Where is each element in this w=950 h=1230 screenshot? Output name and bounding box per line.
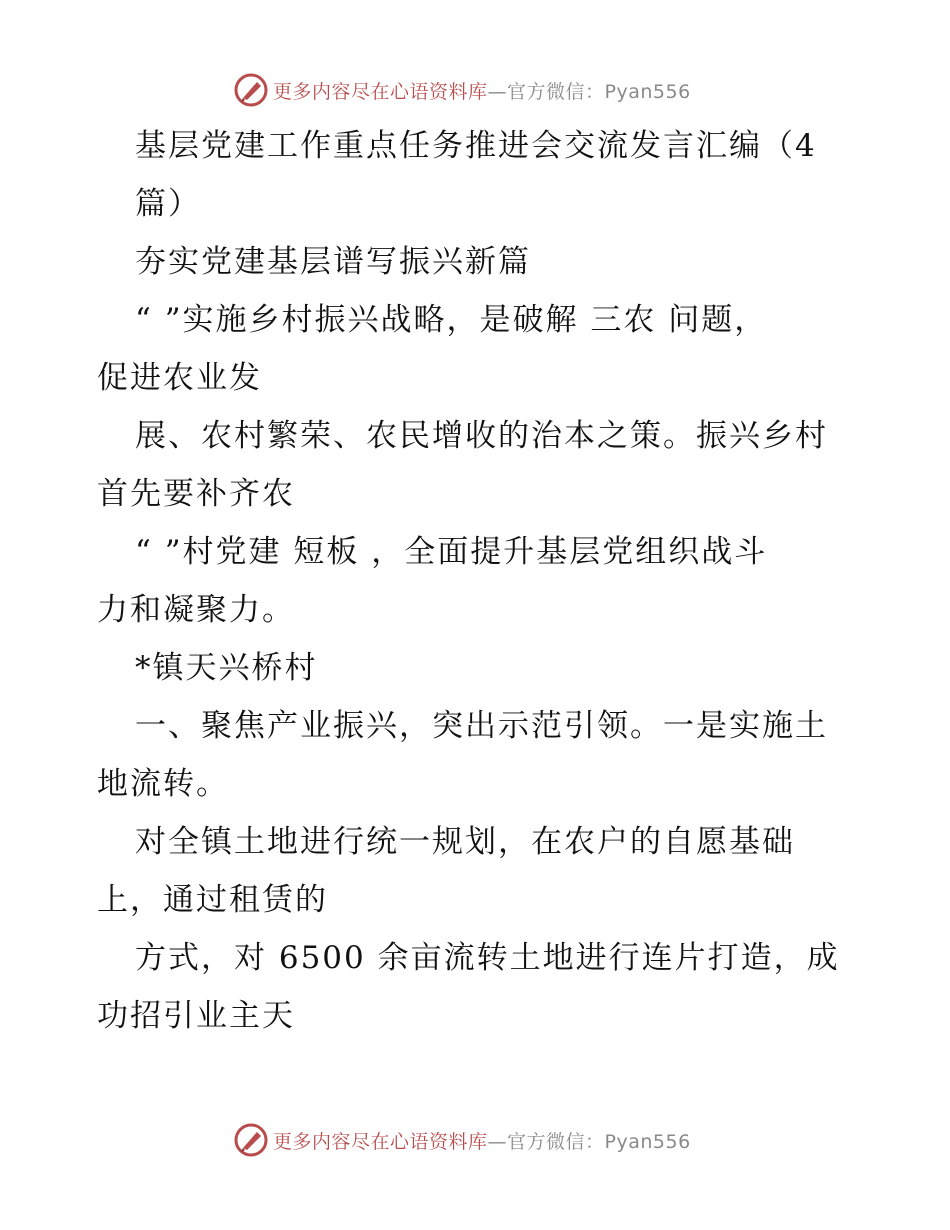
doc-paragraph-line: 展、农村繁荣、农民增收的治本之策。振兴乡村 — [135, 418, 828, 454]
doc-paragraph-line: 促进农业发 — [97, 360, 262, 396]
doc-paragraph-line: 功招引业主天 — [97, 998, 295, 1034]
watermark-contact: 官方微信：Pyan556 — [507, 80, 691, 103]
doc-subtitle: 夯实党建基层谱写振兴新篇 — [135, 244, 531, 280]
doc-paragraph-line: 首先要补齐农 — [97, 476, 295, 512]
doc-paragraph-line: 方式，对 6500 余亩流转土地进行连片打造，成 — [135, 940, 840, 976]
doc-paragraph-line: 对全镇土地进行统一规划，在农户的自愿基础 — [135, 824, 795, 860]
doc-title-line-1: 基层党建工作重点任务推进会交流发言汇编（4 — [135, 128, 817, 164]
doc-paragraph-line: “ ”村党建 短板 ，全面提升基层党组织战斗 — [135, 534, 768, 570]
header-watermark — [233, 70, 691, 110]
watermark-site: 更多内容尽在心语资料库 — [273, 1130, 488, 1153]
watermark-dash: — — [487, 1130, 508, 1153]
doc-paragraph-line: 上，通过租赁的 — [97, 882, 328, 918]
doc-paragraph-line: 地流转。 — [97, 766, 229, 802]
pen-logo-icon — [233, 72, 269, 108]
pen-logo-icon — [233, 1122, 269, 1158]
watermark-site: 更多内容尽在心语资料库 — [273, 80, 488, 103]
doc-paragraph-line: 力和凝聚力。 — [97, 592, 295, 628]
doc-section-heading: 一、聚焦产业振兴，突出示范引领。一是实施土 — [135, 708, 828, 744]
doc-title-line-2: 篇） — [135, 186, 201, 222]
watermark-contact: 官方微信：Pyan556 — [507, 1130, 691, 1153]
watermark-dash: — — [487, 80, 508, 103]
doc-paragraph-line: “ ”实施乡村振兴战略，是破解 三农 问题， — [135, 302, 768, 338]
doc-author-line: *镇天兴桥村 — [135, 650, 318, 686]
footer-watermark — [233, 1120, 691, 1160]
